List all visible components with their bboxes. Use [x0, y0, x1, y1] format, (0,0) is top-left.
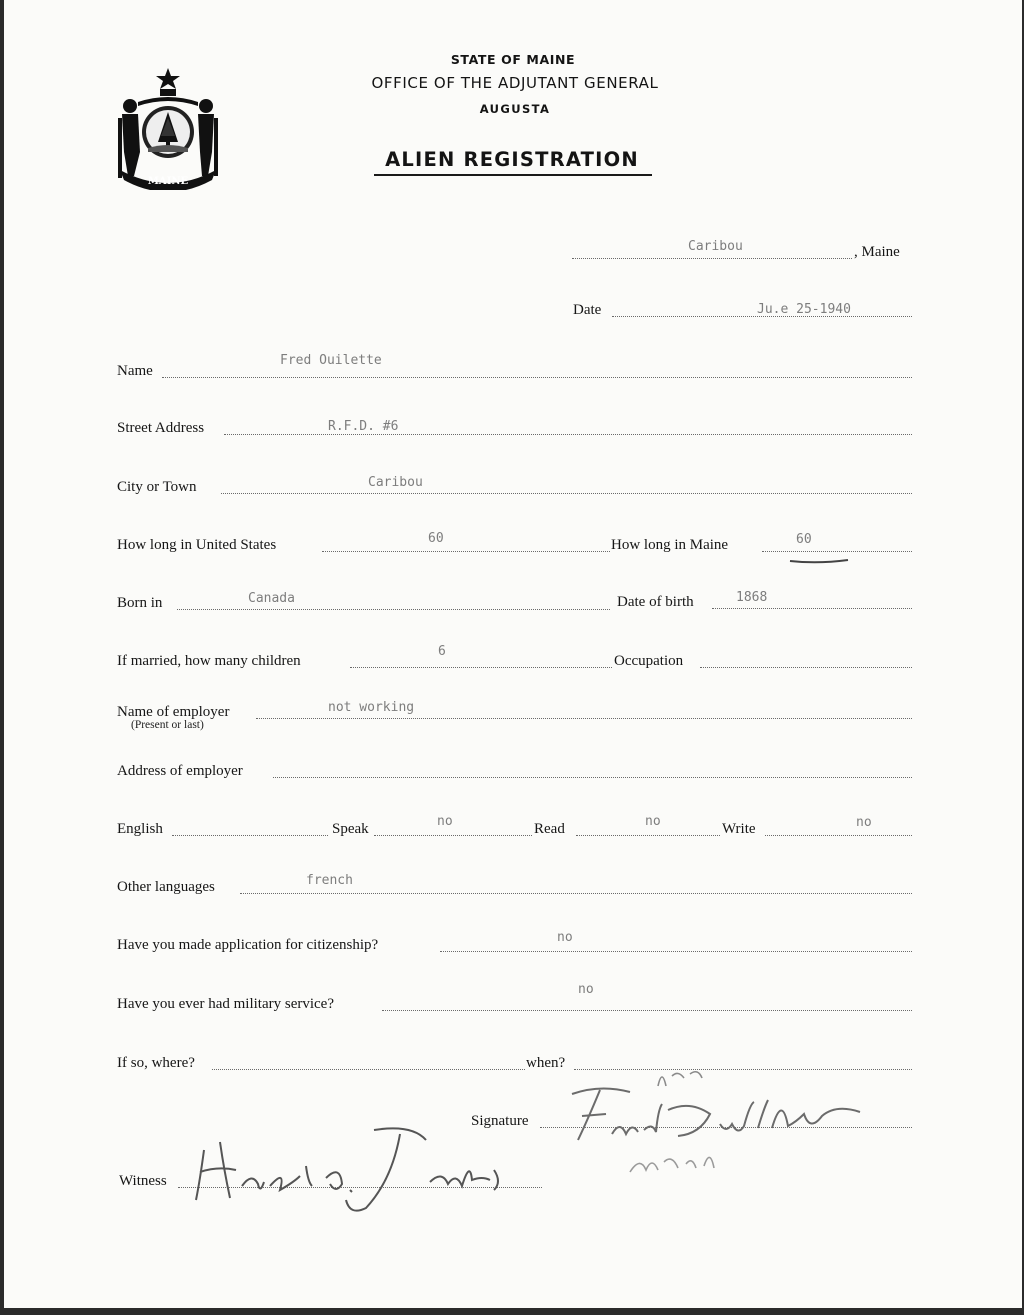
- name-line: [162, 377, 912, 378]
- title-underline: [374, 174, 652, 176]
- place-value: Caribou: [688, 239, 743, 254]
- read-line: [576, 835, 720, 836]
- born-label: Born in: [117, 595, 163, 611]
- seal-motto: MAINE: [147, 176, 189, 187]
- us-line: [322, 551, 610, 552]
- city-line: [221, 493, 912, 494]
- write-value: no: [856, 815, 872, 830]
- employer-label: Name of employer: [117, 704, 230, 720]
- maine-value: 60: [796, 532, 812, 547]
- read-value: no: [645, 814, 661, 829]
- employer-sub: (Present or last): [131, 719, 204, 731]
- form-title: ALIEN REGISTRATION: [385, 148, 639, 171]
- english-line: [172, 835, 328, 836]
- military-line: [382, 1010, 912, 1011]
- emp-address-label: Address of employer: [117, 763, 243, 779]
- when-label: when?: [526, 1055, 566, 1071]
- witness-label: Witness: [119, 1173, 167, 1189]
- write-label: Write: [722, 821, 756, 837]
- city-label: City or Town: [117, 479, 197, 495]
- children-value: 6: [438, 644, 446, 659]
- state-heading: STATE OF MAINE: [450, 52, 576, 67]
- speak-line: [374, 835, 532, 836]
- citizenship-line: [440, 951, 912, 952]
- dob-value: 1868: [736, 590, 768, 605]
- place-suffix: , Maine: [854, 244, 900, 260]
- english-label: English: [117, 821, 163, 837]
- street-value: R.F.D. #6: [328, 419, 399, 434]
- name-value: Fred Ouilette: [280, 353, 382, 368]
- read-label: Read: [534, 821, 565, 837]
- signature-handwriting: [560, 1064, 880, 1174]
- children-label: If married, how many children: [117, 653, 301, 669]
- where-label: If so, where?: [117, 1055, 195, 1071]
- place-line: [572, 258, 852, 259]
- maine-line: [762, 551, 912, 552]
- date-label: Date: [573, 302, 602, 318]
- maine-label: How long in Maine: [611, 537, 729, 553]
- street-label: Street Address: [117, 420, 205, 436]
- dob-line: [712, 608, 912, 609]
- military-value: no: [578, 982, 594, 997]
- other-languages-value: french: [306, 873, 353, 888]
- employer-line: [256, 718, 912, 719]
- occupation-label: Occupation: [614, 653, 684, 669]
- office-heading: OFFICE OF THE ADJUTANT GENERAL: [371, 74, 659, 92]
- citizenship-label: Have you made application for citizenship?: [117, 937, 379, 953]
- city-heading: AUGUSTA: [479, 102, 551, 116]
- speak-label: Speak: [332, 821, 369, 837]
- pen-stroke-mark: [788, 556, 850, 566]
- emp-address-line: [273, 777, 912, 778]
- witness-handwriting: [190, 1120, 510, 1220]
- us-label: How long in United States: [117, 537, 277, 553]
- children-line: [350, 667, 612, 668]
- other-languages-line: [240, 893, 912, 894]
- us-value: 60: [428, 531, 444, 546]
- dob-label: Date of birth: [617, 594, 694, 610]
- where-line: [212, 1069, 525, 1070]
- military-label: Have you ever had military service?: [117, 996, 334, 1012]
- write-line: [765, 835, 912, 836]
- signature-label: Signature: [471, 1113, 529, 1129]
- speak-value: no: [437, 814, 453, 829]
- born-value: Canada: [248, 591, 295, 606]
- name-label: Name: [117, 363, 153, 379]
- street-line: [224, 434, 912, 435]
- occupation-line: [700, 667, 912, 668]
- citizenship-value: no: [557, 930, 573, 945]
- born-line: [177, 609, 610, 610]
- city-value: Caribou: [368, 475, 423, 490]
- other-languages-label: Other languages: [117, 879, 215, 895]
- date-value: Ju.e 25-1940: [757, 302, 851, 317]
- employer-value: not working: [328, 700, 415, 715]
